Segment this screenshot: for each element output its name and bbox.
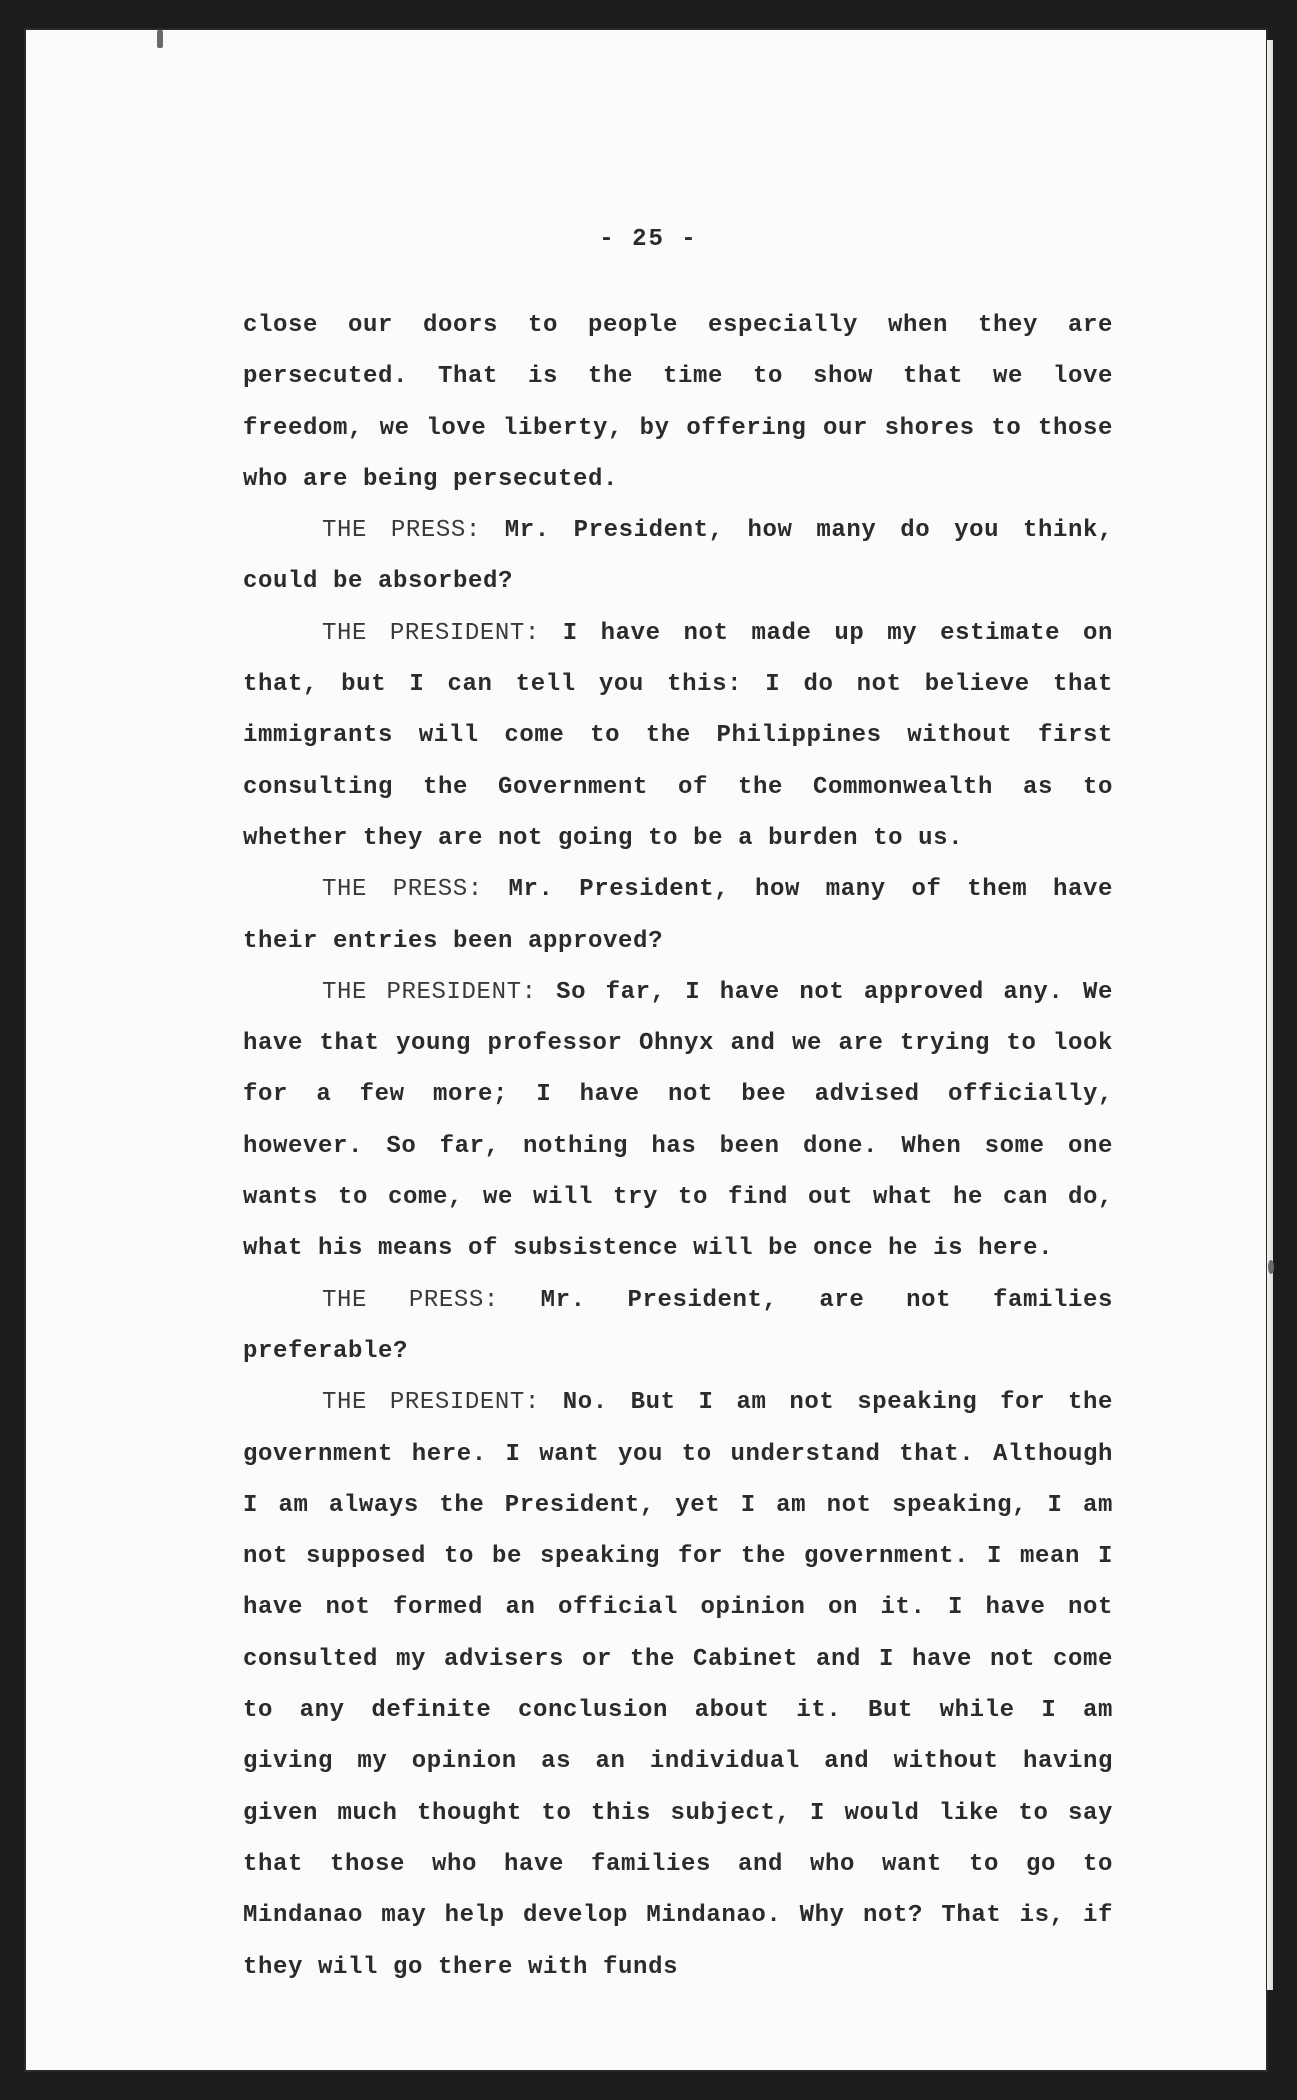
paragraph-text: close our doors to people especially when they are persecuted. That is the time to show that we love freedom, we love liberty, by offering our shores to those who are being persecuted.: [243, 312, 1113, 493]
speaker-label: THE PRESIDENT:: [322, 1389, 540, 1417]
paragraph-president-answer: [243, 967, 1113, 1275]
paragraph-text: Mr. President, are not families preferable?: [243, 1286, 1113, 1365]
speaker-label: THE PRESIDENT:: [322, 978, 537, 1006]
speaker-label: THE PRESIDENT:: [322, 619, 540, 647]
speaker-label: THE PRESS:: [322, 876, 483, 904]
paragraph-continuation: [243, 300, 1113, 505]
paragraph-text: Mr. President, how many do you think, could be absorbed?: [243, 517, 1113, 596]
paragraph-press-question: [243, 1275, 1113, 1378]
paragraph-president-answer: [243, 1377, 1113, 1993]
paragraph-text: No. But I am not speaking for the government here. I want you to understand that. Although I am always the President, yet I am not speaking, I am not supposed to be speaking for the government. I mean I have not formed an official opinion on it. I have not consulted my advisers or the Cabinet and I have not come to any definite conclusion about it. But while I am giving my opinion as an individual and without having given much thought to this subject, I would like to say that those who have families and who want to go to Mindanao may help develop Mindanao. Why not? That is, if they will go there with funds: [243, 1389, 1113, 1981]
paragraph-text: So far, I have not approved any. We have that young professor Ohnyx and we are trying to look for a few more; I have not bee advised officially, however. So far, nothing has been done. When some one wants to come, we will try to find out what he can do, what his means of subsistence will be once he is here.: [243, 978, 1113, 1263]
page-edge: [1267, 40, 1273, 1990]
transcript-body: [243, 300, 1113, 1993]
scan-mark: [157, 30, 163, 48]
scan-mark: [1268, 1260, 1274, 1274]
page-number: - 25 -: [599, 226, 698, 253]
speaker-label: THE PRESS:: [322, 1286, 499, 1314]
speaker-label: THE PRESS:: [322, 517, 481, 545]
paragraph-text: I have not made up my estimate on that, but I can tell you this: I do not believe that immigrants will come to the Philippines without first consulting the Government of the Commonwealth as to whether they are not going to be a burden to us.: [243, 619, 1113, 852]
paragraph-press-question: [243, 864, 1113, 967]
paragraph-text: Mr. President, how many of them have their entries been approved?: [243, 876, 1113, 955]
paragraph-press-question: [243, 505, 1113, 608]
paragraph-president-answer: [243, 608, 1113, 864]
